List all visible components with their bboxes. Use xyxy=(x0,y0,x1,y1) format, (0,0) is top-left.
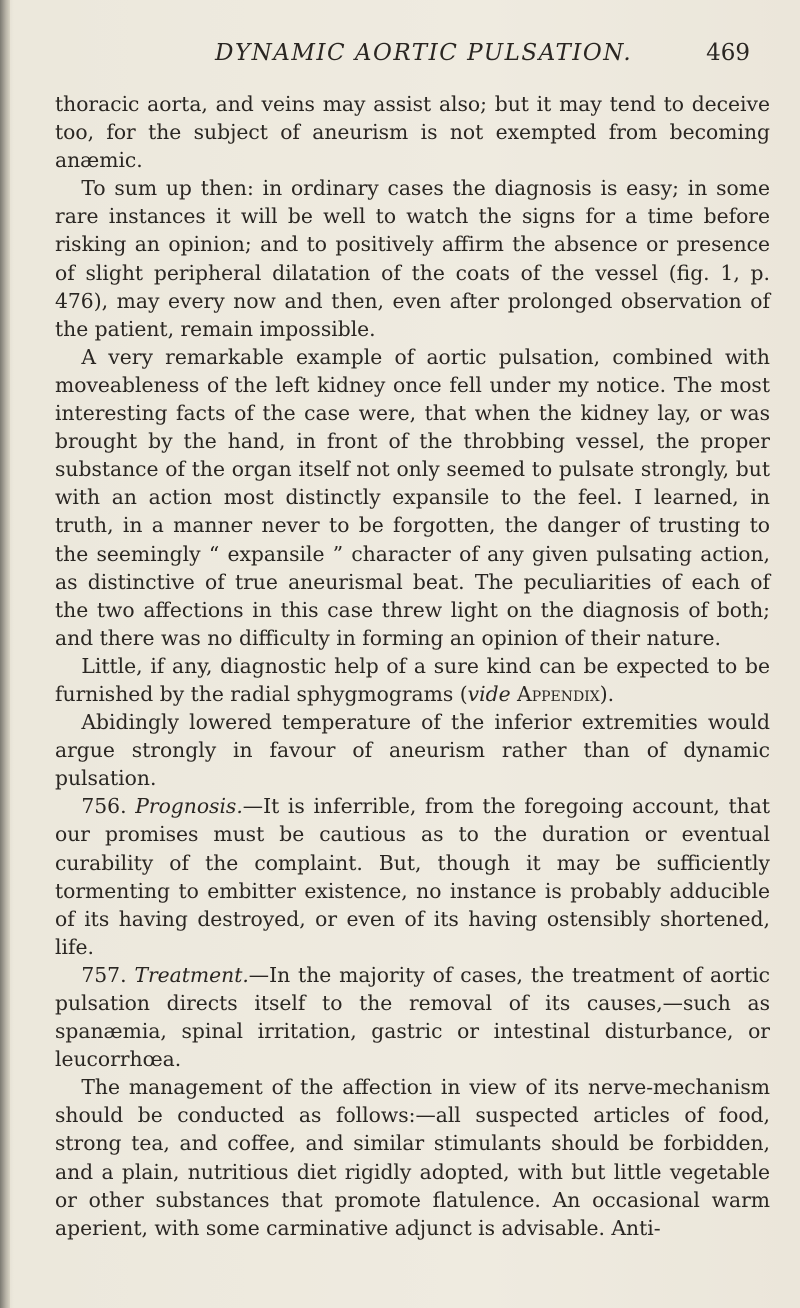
section-757 xyxy=(55,961,770,1073)
treatment-text: —In the majority of cases, the treatment of aortic pulsation directs itself to the removal of its causes,—such as spanæmia, spinal irritation, gastric or intestinal disturbance, or leucorrhœa. xyxy=(55,962,770,1072)
treatment-heading: Treatment. xyxy=(134,962,249,987)
vide-word: vide xyxy=(467,681,511,706)
page-number: 469 xyxy=(706,40,750,66)
paragraph-4-end: ). xyxy=(599,681,615,706)
paragraph-4 xyxy=(55,652,770,708)
prognosis-text: —It is inferrible, from the foregoing account, that our promises must be cautious as to the duration or eventual curability of the complaint. But, though it may be sufficiently tormenting to embitter existence, no instance is probably adducible of its having destroyed, or even of its having ostensibly shortened, life. xyxy=(55,794,770,959)
appendix-reference: Appendix xyxy=(517,681,600,706)
section-757-number: 757. xyxy=(81,962,127,987)
page-header xyxy=(90,40,760,76)
section-756-number: 756. xyxy=(81,794,127,819)
paragraph-8: The management of the affection in view of its nerve-mechanism should be conducted as follows:—all suspected articles of food, strong tea, and coffee, and similar stimulants should be forbidden, and a plain, nutritious diet rigidly adopted, with but little vegetable or other substances that promote flatulence. An occasional warm aperient, with some carminative adjunct is advisable. Anti- xyxy=(55,1075,770,1240)
paragraph-2: To sum up then: in ordinary cases the diagnosis is easy; in some rare instances it will be well to watch the signs for a time before risking an opinion; and to positively affirm the absence or presence of slight peripheral dilatation of the coats of the vessel (fig. 1, p. 476), may every now and then, even after prolonged observation of the patient, remain impossible. xyxy=(55,176,770,341)
running-title: DYNAMIC AORTIC PULSATION. xyxy=(215,40,633,66)
prognosis-heading: Prognosis. xyxy=(135,794,243,819)
paragraph-5: Abidingly lowered temperature of the inferior extremities would argue strongly in favour of aneurism rather than of dynamic pulsation. xyxy=(55,710,770,791)
body-text xyxy=(55,90,770,1242)
paragraph-4-text: Little, if any, diagnostic help of a sure kind can be expected to be furnished by the radial sphygmograms ( xyxy=(55,653,770,706)
page-binding-edge xyxy=(0,0,10,1308)
paragraph-1: thoracic aorta, and veins may assist also; but it may tend to deceive too, for the subject of aneurism is not exempted from becoming anæmic. xyxy=(55,92,770,173)
paragraph-3: A very remarkable example of aortic pulsation, combined with moveableness of the left kidney once fell under my notice. The most interesting facts of the case were, that when the kidney lay, or was brought by the hand, in front of the throbbing vessel, the proper substance of the organ itself not only seemed to pulsate strongly, but with an action most distinctly expansile to the feel. I learned, in truth, in a manner never to be forgotten, the danger of trusting to the seemingly “ expansile ” character of any given pulsating action, as distinctive of true aneurismal beat. The peculiarities of each of the two affections in this case threw light on the diagnosis of both; and there was no difficulty in forming an opinion of their nature. xyxy=(55,344,770,650)
section-756 xyxy=(55,792,770,961)
